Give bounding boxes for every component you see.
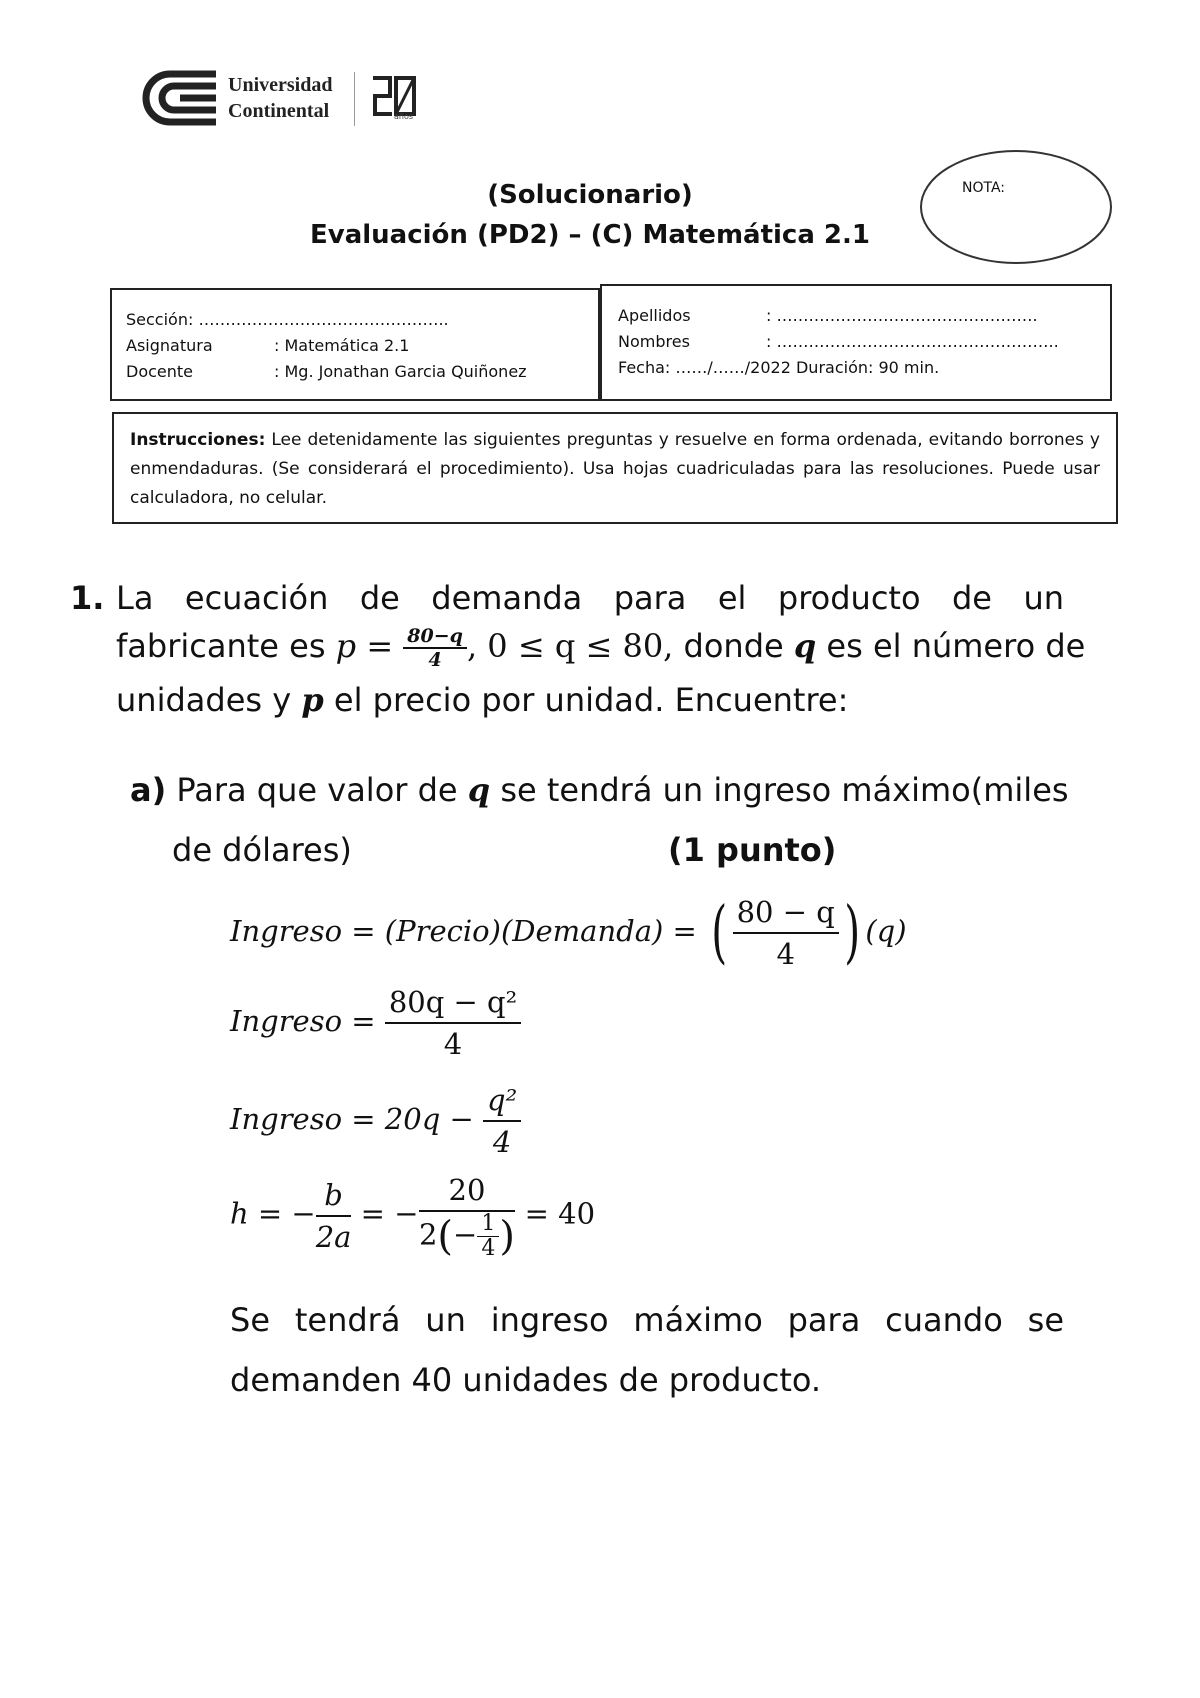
teacher-row	[126, 362, 527, 382]
vertex-value-fraction: 20 2(− $\frac{1}{4}$ )	[419, 1170, 516, 1261]
question-number: 1.	[70, 579, 105, 617]
student-info-box	[600, 284, 1112, 401]
one-quarter-fraction: $\frac{1}{4}$	[477, 1212, 499, 1261]
equation-3: Ingreso = 20q − $\frac{\text{q²}}{4}$	[230, 1080, 521, 1162]
instructions-label: Instrucciones:	[130, 430, 266, 450]
anniversary-label: años	[394, 112, 414, 121]
demand-fraction: $\frac{80-q}{4}$	[403, 625, 467, 671]
subject-label: Asignatura	[126, 336, 213, 355]
section-field: Sección: ………………………………………..	[126, 310, 449, 329]
question-line-3: unidades y p el precio por unidad. Encuentre:	[116, 681, 849, 719]
vertex-fraction: $\frac{b}{2a}$	[316, 1175, 352, 1257]
equation-1: Ingreso = (Precio)(Demanda) = ( $\frac{80 - q}{4}$ ) (q)	[230, 893, 907, 972]
surname-field: : ………………………………………….	[766, 306, 1038, 325]
subject-value: : Matemática 2.1	[274, 336, 410, 355]
part-a-points: (1 punto)	[668, 831, 837, 869]
university-name: Universidad Continental	[228, 74, 333, 122]
names-label: Nombres	[618, 332, 690, 351]
solucionario-title: (Solucionario)	[487, 180, 693, 210]
part-a-label: a)	[130, 771, 167, 809]
date-duration-row: Fecha: ……/……/2022 Duración: 90 min.	[618, 358, 940, 377]
course-info-box	[110, 288, 600, 401]
question-line-1: La ecuación de demanda para el producto de un	[116, 579, 1064, 617]
evaluation-title: Evaluación (PD2) – (C) Matemática 2.1	[310, 220, 870, 250]
equation-3-fraction: $\frac{\text{q²}}{4}$	[483, 1080, 521, 1162]
names-row	[618, 332, 1059, 352]
subject-row	[126, 336, 409, 356]
conclusion-line-2: demanden 40 unidades de producto.	[230, 1361, 822, 1399]
equation-4: h = − $\frac{b}{2a}$ = − 20 2(− $\frac{1}{4}$ ) = 40	[230, 1170, 595, 1261]
surname-label: Apellidos	[618, 306, 691, 325]
instructions-text	[130, 426, 1100, 513]
grade-label: NOTA:	[962, 180, 1006, 196]
part-a-line-1: a) Para que valor de q se tendrá un ingreso máximo(miles	[130, 771, 1069, 809]
equation-2: Ingreso = $\frac{\text{80q − q²}}{4}$	[230, 982, 521, 1064]
equation-2-fraction: $\frac{\text{80q − q²}}{4}$	[385, 982, 521, 1064]
conclusion-line-1: Se tendrá un ingreso máximo para cuando se	[230, 1301, 1064, 1339]
question-line-2: fabricante es p = $\frac{80-q}{4}$ , 0 ≤ q ≤ 80, donde q es el número de	[116, 625, 1086, 671]
teacher-value: : Mg. Jonathan Garcia Quiñonez	[274, 362, 527, 381]
equation-1-fraction: $\frac{80 - q}{4}$	[733, 892, 839, 974]
part-a-line-2: de dólares)	[172, 831, 352, 869]
instructions-box	[112, 412, 1118, 524]
names-field: : ……………………………………………..	[766, 332, 1059, 351]
teacher-label: Docente	[126, 362, 194, 381]
university-logo	[140, 68, 440, 138]
instructions-body: Lee detenidamente las siguientes preguntas y resuelve en forma ordenada, evitando borrones y enmendaduras. (Se considerará el procedimiento). Usa hojas cuadriculadas para las resoluciones. Puede usar calculadora, no celular.	[130, 430, 1100, 508]
grade-ellipse	[918, 148, 1114, 266]
surname-row	[618, 306, 1038, 326]
logo-divider	[354, 72, 355, 126]
continental-logo-icon	[140, 68, 220, 128]
